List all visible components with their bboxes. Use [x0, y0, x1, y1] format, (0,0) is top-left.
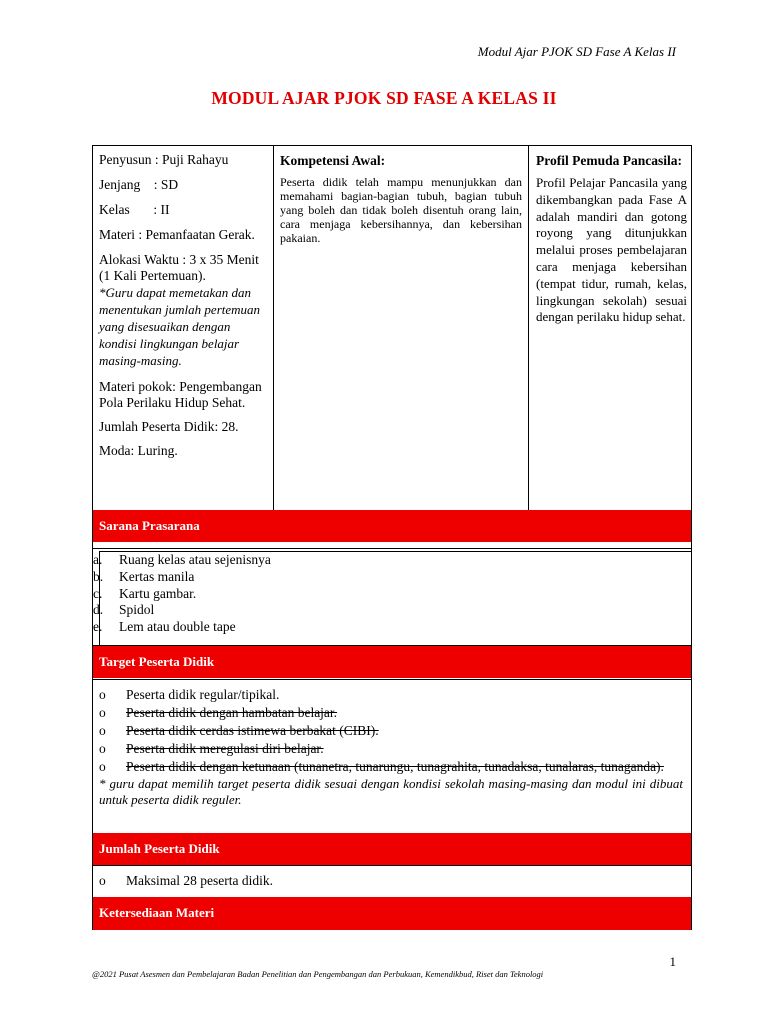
- target-item-text: Peserta didik dengan hambatan belajar.: [126, 705, 338, 720]
- sarana-item: [93, 552, 691, 569]
- materi-text: Materi : Pemanfaatan Gerak.: [99, 227, 255, 242]
- sarana-list: [93, 552, 691, 636]
- profil-heading: Profil Pemuda Pancasila:: [536, 153, 682, 168]
- target-item: [99, 740, 691, 758]
- list-marker: d.: [93, 602, 104, 618]
- document-title: MODUL AJAR PJOK SD FASE A KELAS II: [211, 88, 557, 108]
- ketersediaan-heading: Ketersediaan Materi: [93, 897, 691, 930]
- sarana-item-text: Ruang kelas atau sejenisnya: [119, 552, 271, 567]
- list-marker: b.: [93, 568, 104, 584]
- list-marker: o: [99, 687, 106, 702]
- list-marker: o: [99, 723, 106, 738]
- penyusun-text: Penyusun : Puji Rahayu: [99, 152, 229, 167]
- sarana-item: [93, 619, 691, 636]
- page-number: 1: [669, 954, 676, 969]
- sarana-box: [93, 548, 691, 646]
- footer-copyright: @2021 Pusat Asesmen dan Pembelajaran Badan Penelitian dan Pengembangan dan Perbukuan, Kemendikbud, Riset dan Teknologi: [92, 969, 544, 979]
- jumlah-text: Jumlah Peserta Didik: 28.: [99, 419, 239, 434]
- list-marker: a.: [93, 552, 103, 567]
- moda-text: Moda: Luring.: [99, 443, 178, 458]
- info-column: [93, 146, 274, 510]
- target-item: [99, 704, 691, 722]
- alokasi-note-text: Guru dapat memetakan dan menentukan jumlah pertemuan yang disesuaikan dengan kondisi lingkungan belajar masing-masing.: [99, 285, 261, 368]
- target-note: [99, 776, 691, 808]
- target-item-text: Peserta didik dengan ketunaan (tunanetra, tunarungu, tunagrahita, tunadaksa, tunalaras, tunaganda).: [126, 759, 664, 774]
- list-marker: o: [99, 873, 106, 888]
- alokasi-text: Alokasi Waktu : 3 x 35 Menit (1 Kali Pertemuan).: [99, 252, 259, 283]
- kelas-text: Kelas : II: [99, 202, 170, 217]
- jumlah-item: [99, 872, 691, 890]
- target-list: [99, 686, 691, 776]
- target-box: [93, 679, 691, 833]
- profil-column: [529, 146, 693, 510]
- target-item-text: Peserta didik regular/tipikal.: [126, 687, 280, 702]
- target-item: [99, 722, 691, 740]
- sarana-item-text: Spidol: [119, 602, 155, 618]
- target-note-text: guru dapat memilih target peserta didik sesuai dengan kondisi sekolah masing-masing dan modul ini dibuat untuk peserta didik reguler.: [99, 776, 683, 807]
- sarana-item: [93, 569, 691, 586]
- jumlah-heading: Jumlah Peserta Didik: [93, 833, 691, 865]
- sarana-item-text: Kertas manila: [119, 568, 195, 584]
- target-note-star: *: [99, 776, 106, 791]
- alokasi-note: *Guru dapat memetakan dan menentukan jumlah pertemuan yang disesuaikan dengan kondisi lingkungan belajar masing-masing.: [99, 285, 261, 368]
- sarana-item-text: Lem atau double tape: [119, 619, 236, 635]
- jumlah-box: [93, 865, 691, 897]
- list-marker: o: [99, 759, 106, 774]
- target-item-text: Peserta didik cerdas istimewa berbakat (CIBI).: [126, 723, 379, 738]
- kompetensi-text: Peserta didik telah mampu menunjukkan dan memahami bagian-bagian tubuh, bagian tubuh yang boleh dan tidak boleh disentuh orang lain, cara menjaga kebersihannya, dan kebersihan pakaian.: [280, 175, 522, 245]
- jenjang-text: Jenjang : SD: [99, 177, 179, 192]
- sarana-heading: Sarana Prasarana: [93, 510, 691, 542]
- materi-pokok-text: Materi pokok: Pengembangan Pola Perilaku Hidup Sehat.: [99, 379, 262, 410]
- sarana-item-text: Kartu gambar.: [119, 585, 197, 601]
- target-item-text: Peserta didik meregulasi diri belajar.: [126, 741, 324, 756]
- sarana-item: [93, 586, 691, 603]
- target-item: [99, 686, 691, 704]
- list-marker: c.: [93, 585, 103, 601]
- sarana-list-frame: [93, 551, 691, 647]
- target-heading: Target Peserta Didik: [93, 646, 691, 678]
- kompetensi-column: [274, 146, 529, 510]
- module-table: [92, 145, 692, 930]
- list-marker: e.: [93, 619, 103, 635]
- running-header: Modul Ajar PJOK SD Fase A Kelas II: [477, 44, 676, 59]
- profil-text: Profil Pelajar Pancasila yang dikembangkan pada Fase A adalah mandiri dan gotong royong yang ditunjukkan melalui proses pembelajaran cara menjaga kebersihan (tempat tidur, rumah, kelas, lingkungan sekolah) sesuai dengan perilaku hidup sehat.: [536, 175, 687, 325]
- list-marker: o: [99, 741, 106, 756]
- sarana-item: [93, 602, 691, 619]
- jumlah-item-text: Maksimal 28 peserta didik.: [126, 873, 273, 888]
- target-item: [99, 758, 691, 776]
- list-marker: o: [99, 705, 106, 720]
- kompetensi-heading: Kompetensi Awal:: [280, 153, 386, 168]
